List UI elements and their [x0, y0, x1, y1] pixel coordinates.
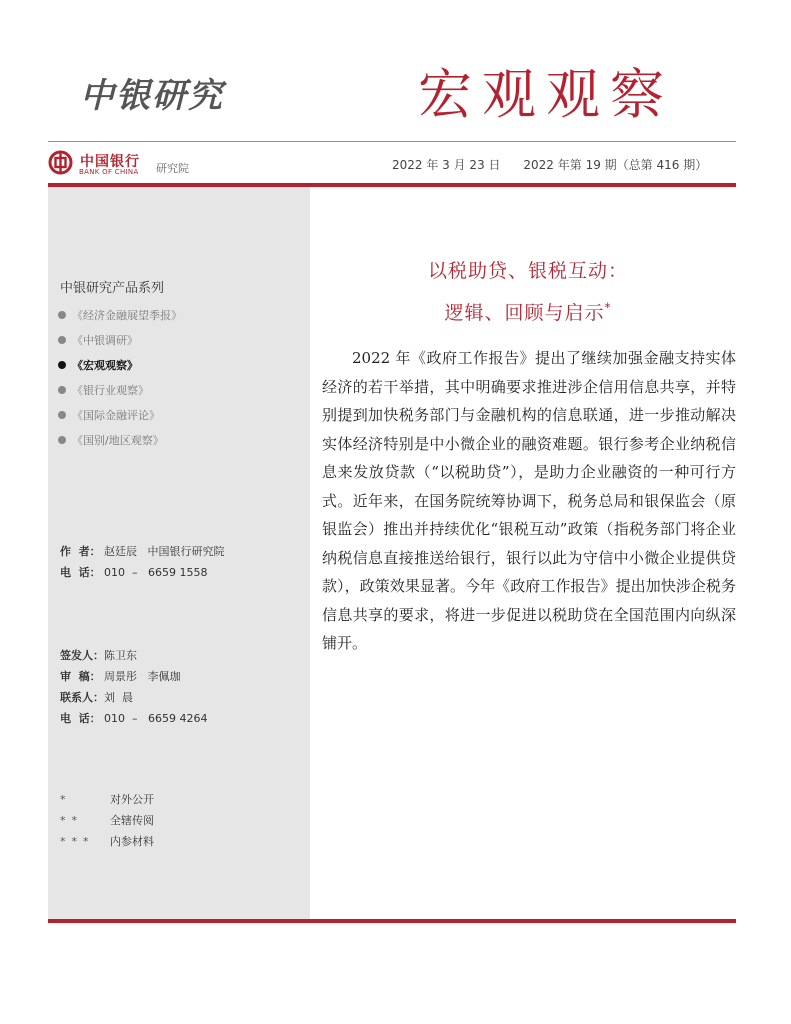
author-block	[60, 541, 225, 583]
footer-red-rule	[48, 919, 736, 923]
star-marker: ***	[60, 835, 95, 848]
reviewer-value: 周景彤 李佩珈	[104, 670, 181, 683]
series-heading: 中银研究产品系列	[60, 281, 165, 296]
legend-text: 内参材料	[110, 835, 154, 848]
signer-value: 陈卫东	[104, 649, 137, 662]
boc-name-en: BANK OF CHINA	[79, 168, 139, 176]
reviewer-label: 审 稿：	[60, 670, 101, 683]
legend-text: 对外公开	[110, 793, 154, 806]
publication-title: 宏观观察	[418, 63, 674, 126]
bullet-icon	[58, 411, 66, 419]
footnote-mark: *	[604, 300, 612, 315]
distribution-legend	[60, 789, 154, 852]
series-list	[58, 302, 182, 452]
institute-label: 研究院	[156, 162, 189, 175]
author-value: 赵廷辰 中国银行研究院	[104, 545, 225, 558]
phone-label: 电 话：	[60, 712, 101, 725]
article-title-line2: 逻辑、回顾与启示*	[444, 300, 612, 324]
boc-name-cn: 中国银行	[80, 154, 140, 170]
header-divider	[48, 141, 736, 142]
legend-text: 全辖传阅	[110, 814, 154, 827]
logo-text: 中银研究	[80, 76, 224, 116]
article-title-line1: 以税助贷、银税互动：	[427, 260, 628, 282]
review-block	[60, 645, 207, 729]
series-item[interactable]: 《国别/地区观察》	[58, 427, 182, 452]
star-marker: *	[60, 793, 72, 806]
contact-value: 刘 晨	[104, 691, 133, 704]
star-marker: **	[60, 814, 83, 827]
bank-of-china-logo-icon	[48, 150, 73, 175]
series-item[interactable]: 《经济金融展望季报》	[58, 302, 182, 327]
author-label: 作 者：	[60, 545, 101, 558]
date-issue: 2022 年 3 月 23 日 2022 年第 19 期（总第 416 期）	[392, 158, 708, 172]
series-item[interactable]: 《银行业观察》	[58, 377, 182, 402]
bullet-icon	[58, 386, 66, 394]
phone-label: 电 话：	[60, 566, 101, 579]
series-item[interactable]: 《国际金融评论》	[58, 402, 182, 427]
contact-label: 联系人：	[60, 691, 104, 704]
article-body: 2022 年《政府工作报告》提出了继续加强金融支持实体经济的若干举措，其中明确要求推进涉企信用信息共享，并特别提到加快税务部门与金融机构的信息联通，进一步推动解决实体经济特别是中小微企业的融资难题。银行参考企业纳税信息来发放贷款（“以税助贷”），是助力企业融资的一种可行方式。近年来，在国务院统筹协调下，税务总局和银保监会（原银监会）推出并持续优化“银税互动”政策（指税务部门将企业纳税信息直接推送给银行，银行以此为守信中小微企业提供贷款），政策效果显著。今年《政府工作报告》提出加快涉企税务信息共享的要求，将进一步促进以税助贷在全国范围内向纵深铺开。	[322, 349, 736, 652]
series-item[interactable]: 《中银调研》	[58, 327, 182, 352]
bullet-icon	[58, 361, 66, 369]
phone-value: 010 – 6659 1558	[104, 566, 208, 579]
bullet-icon	[58, 311, 66, 319]
phone-value: 010 – 6659 4264	[104, 712, 208, 725]
bullet-icon	[58, 436, 66, 444]
series-item-active[interactable]: 《宏观观察》	[58, 352, 182, 377]
signer-label: 签发人：	[60, 649, 104, 662]
bullet-icon	[58, 336, 66, 344]
